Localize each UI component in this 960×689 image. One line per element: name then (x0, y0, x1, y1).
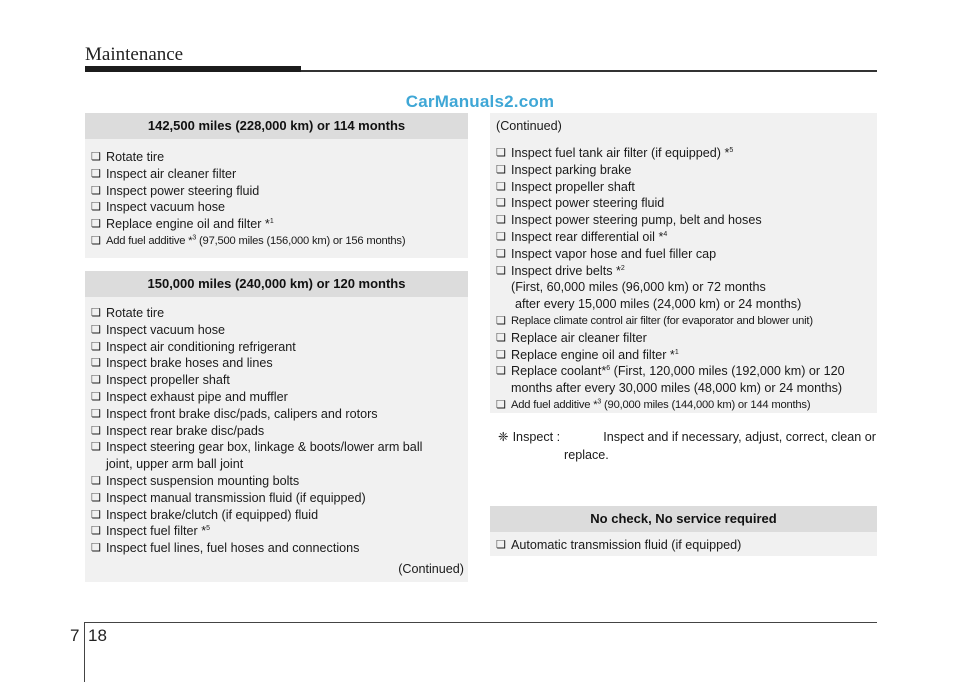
panel-title: 142,500 miles (228,000 km) or 114 months (85, 113, 468, 139)
list-item: ❏ Inspect exhaust pipe and muffler (91, 389, 468, 406)
no-service-panel (490, 506, 877, 556)
list-item: ❏ Inspect suspension mounting bolts (91, 473, 468, 490)
list-item: ❏ Rotate tire (91, 305, 468, 322)
list-item: ❏ Inspect power steering pump, belt and hoses (496, 212, 877, 229)
panel-title: 150,000 miles (240,000 km) or 120 months (85, 271, 468, 297)
list-item: ❏ Inspect fuel filter *$^5$ (91, 523, 468, 540)
list-item: ❏ Inspect manual transmission fluid (if equipped) (91, 490, 468, 507)
continued-label: (Continued) (398, 562, 464, 576)
list-item: ❏ Inspect power steering fluid (91, 183, 468, 200)
section-title: Maintenance (85, 44, 184, 65)
list-item: ❏ Inspect air conditioning refrigerant (91, 339, 468, 356)
schedule-panel-142500 (85, 113, 468, 258)
continued-label: (Continued) (496, 119, 562, 133)
list-item: ❏ Add fuel additive *$^3$ (90,000 miles (144,000 km) or 144 months) (496, 397, 877, 414)
list-item: ❏ Inspect drive belts *$^2$ (First, 60,000 miles (96,000 km) or 72 months after every 15,000 miles (24,000 km) or 24 months) (496, 263, 877, 313)
schedule-panel-150000 (85, 271, 468, 582)
list-item: ❏ Replace coolant*$^6$ (First, 120,000 miles (192,000 km) or 120 months after every 30,000 miles (48,000 km) or 24 months) (496, 363, 877, 397)
list-item: ❏ Rotate tire (91, 149, 468, 166)
list-item: ❏ Replace climate control air filter (for evaporator and blower unit) (496, 313, 877, 330)
note-label: Inspect : (512, 430, 561, 444)
list-item: ❏ Replace air cleaner filter (496, 330, 877, 347)
list-item: ❏ Inspect power steering fluid (496, 195, 877, 212)
note-symbol: ❈ (498, 430, 509, 444)
checklist (490, 133, 877, 414)
list-item: ❏ Inspect air cleaner filter (91, 166, 468, 183)
watermark: CarManuals2.com (405, 92, 555, 111)
checklist (490, 532, 877, 554)
list-item: ❏ Inspect vapor hose and fuel filler cap (496, 246, 877, 263)
header-rule-thin (301, 70, 877, 72)
list-item: ❏ Inspect rear brake disc/pads (91, 423, 468, 440)
header-rule-thick (85, 66, 301, 72)
panel-title: No check, No service required (490, 506, 877, 532)
list-item: ❏ Replace engine oil and filter *$^1$ (496, 347, 877, 364)
list-item: ❏ Inspect brake/clutch (if equipped) fluid (91, 507, 468, 524)
note-text-continued: replace. (564, 448, 609, 462)
list-item: ❏ Inspect front brake disc/pads, calipers and rotors (91, 406, 468, 423)
schedule-panel-continued (490, 113, 877, 413)
chapter-number: 7 (70, 626, 80, 645)
list-item: ❏ Inspect steering gear box, linkage & boots/lower arm ball joint, upper arm ball joint (91, 439, 468, 473)
list-item: ❏ Inspect vacuum hose (91, 322, 468, 339)
checklist (85, 139, 468, 250)
footer-rule (84, 622, 877, 623)
list-item: ❏ Add fuel additive *$^3$ (97,500 miles (156,000 km) or 156 months) (91, 233, 468, 250)
list-item: ❏ Inspect fuel lines, fuel hoses and connections (91, 540, 468, 557)
list-item: ❏ Inspect propeller shaft (496, 179, 877, 196)
footer-divider (84, 622, 85, 682)
list-item: ❏ Inspect vacuum hose (91, 199, 468, 216)
inspect-note (498, 428, 876, 464)
checklist (85, 297, 468, 557)
list-item: ❏ Automatic transmission fluid (if equipped) (496, 537, 877, 554)
list-item: ❏ Replace engine oil and filter *$^1$ (91, 216, 468, 233)
note-text: Inspect and if necessary, adjust, correct, clean or (603, 430, 876, 444)
list-item: ❏ Inspect propeller shaft (91, 372, 468, 389)
page-number: 18 (88, 626, 107, 645)
list-item: ❏ Inspect rear differential oil *$^4$ (496, 229, 877, 246)
list-item: ❏ Inspect brake hoses and lines (91, 355, 468, 372)
list-item: ❏ Inspect parking brake (496, 162, 877, 179)
list-item: ❏ Inspect fuel tank air filter (if equipped) *$^5$ (496, 145, 877, 162)
